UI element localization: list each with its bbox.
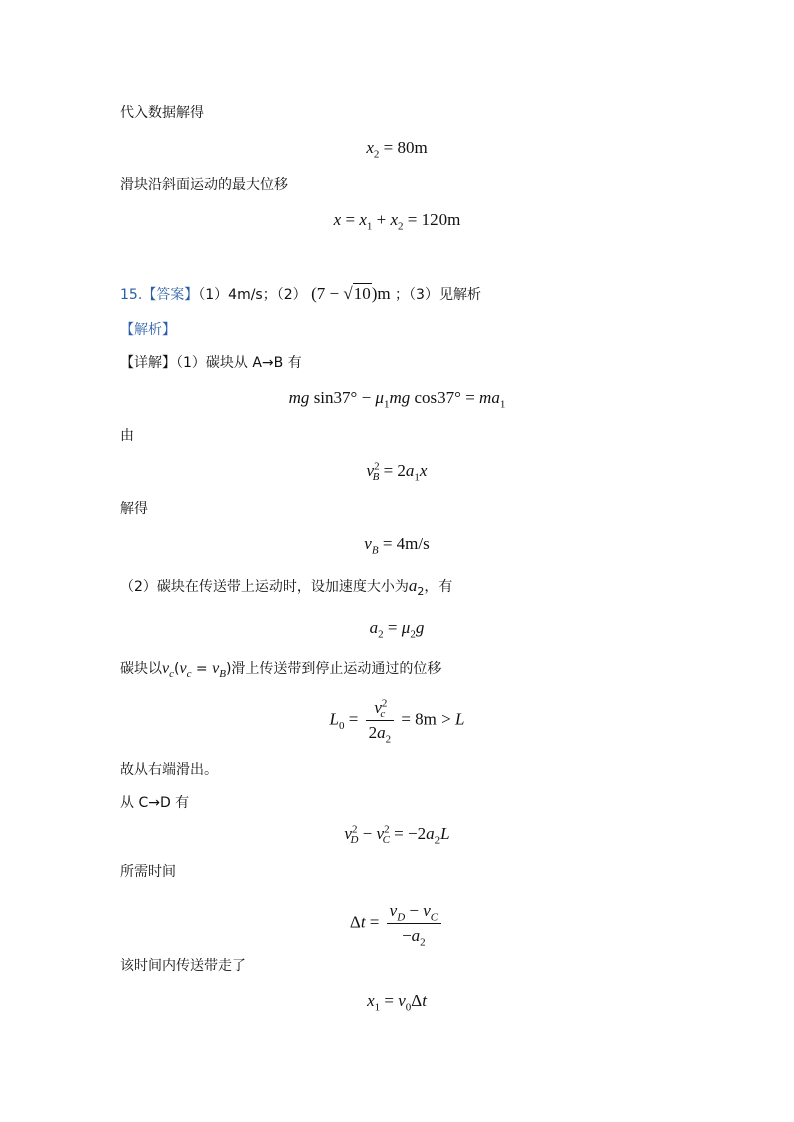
detail-text: （1）碳块从 A→B 有 bbox=[176, 355, 302, 371]
equation-a2: $a_2 = \mu_2g$ bbox=[369, 618, 425, 641]
equation-x2: $x_2 = 80m$ bbox=[366, 138, 428, 161]
equation-vd-vc: $v^2_D - v^2_C = -2a_2L$ bbox=[344, 823, 450, 847]
part2-text: （2）碳块在传送带上运动时，设加速度大小为 bbox=[120, 579, 409, 595]
text-line-cd: 从 C→D 有 bbox=[120, 795, 190, 811]
equation-vb-value: $v_B = 4m/s$ bbox=[364, 534, 430, 557]
detail-tag: 【详解】 bbox=[120, 355, 176, 371]
text-line-time: 所需时间 bbox=[120, 864, 176, 880]
text-line-max-displacement: 滑块沿斜面运动的最大位移 bbox=[120, 177, 288, 193]
text-line-you: 由 bbox=[120, 428, 134, 444]
answer-part2-value: (7 − √10)m bbox=[311, 284, 391, 303]
text-line-exit: 故从右端滑出。 bbox=[120, 762, 218, 778]
equation-x1-belt: $x_1 = v_0\Delta t$ bbox=[367, 991, 427, 1014]
detail-line bbox=[120, 354, 302, 372]
answer-part3: ；（3）见解析 bbox=[395, 287, 481, 303]
equation-vb-squared: $v^2_B = 2a_1x$ bbox=[366, 460, 428, 484]
slide-text-b: 滑上传送带到停止运动通过的位移 bbox=[231, 661, 442, 677]
answer-tag: 【答案】 bbox=[142, 287, 199, 303]
analysis-tag: 【解析】 bbox=[120, 322, 176, 338]
equation-x-total: $x = x_1 + x_2 = 120m$ bbox=[333, 210, 461, 233]
question-15-answer bbox=[120, 285, 481, 304]
slide-text-a: 碳块以 bbox=[120, 661, 162, 677]
text-line-belt: 该时间内传送带走了 bbox=[120, 958, 246, 974]
question-number: 15. bbox=[120, 287, 143, 303]
equation-delta-t: Δt = $\frac{v_D - v_C}{-a_2}$ bbox=[0, 900, 794, 947]
text-line-slide: 碳块以$v_c(v_c = v_B)$滑上传送带到停止运动通过的位移 bbox=[120, 660, 442, 680]
text-line-part2: （2）碳块在传送带上运动时，设加速度大小为$a_2$，有 bbox=[120, 576, 453, 598]
answer-part1: （1）4m/s；（2） bbox=[198, 287, 307, 303]
part2-end: ，有 bbox=[424, 579, 453, 595]
text-line-jiede: 解得 bbox=[120, 501, 148, 517]
text-line-substitute: 代入数据解得 bbox=[120, 105, 204, 121]
equation-L0: $L_0$ = $\frac{v^2_c}{2a_2}$ = 8m > L bbox=[329, 697, 465, 746]
equation-newton-incline: mg $\sin 37^\circ - \mu_1mg$ $\cos 37^\circ = ma_1$ bbox=[288, 388, 506, 411]
